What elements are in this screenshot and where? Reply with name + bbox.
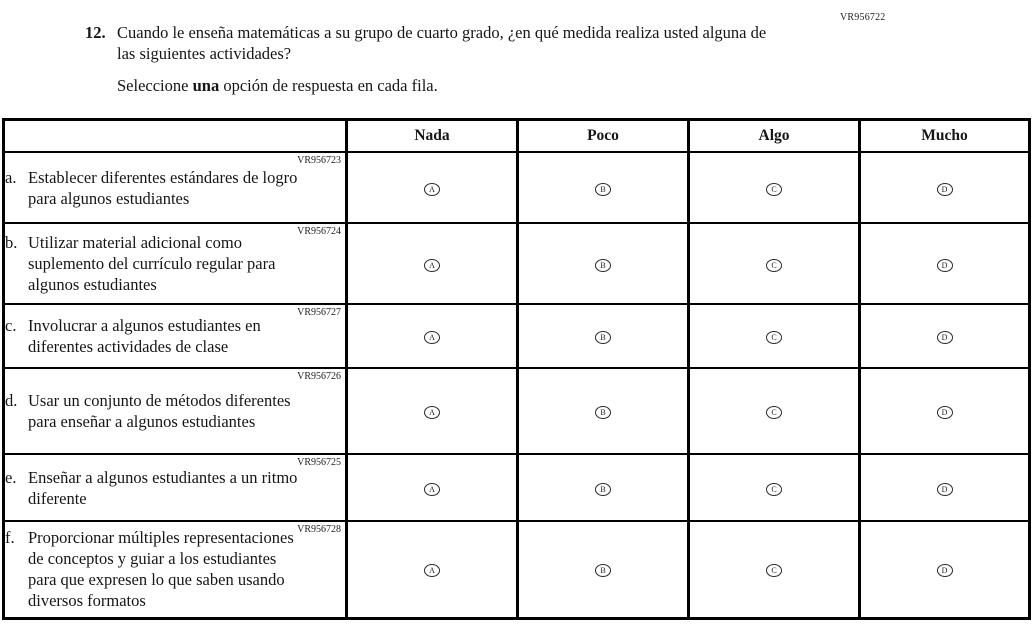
row-letter-label: d. xyxy=(5,391,18,410)
answer-bubble-a[interactable]: A xyxy=(424,483,440,496)
row-stem xyxy=(4,304,347,368)
answer-bubble-a[interactable]: A xyxy=(424,183,440,196)
answer-bubble-b[interactable]: B xyxy=(595,259,611,272)
option-cell-mucho xyxy=(860,521,1030,618)
answer-bubble-d[interactable]: D xyxy=(937,564,953,577)
option-cell-mucho xyxy=(860,152,1030,223)
row-stem-text-block xyxy=(5,467,345,509)
answer-bubble-c[interactable]: C xyxy=(766,331,782,344)
option-cell-poco xyxy=(518,521,689,618)
answer-bubble-b[interactable]: B xyxy=(595,331,611,344)
row-letter-label: a. xyxy=(5,167,17,187)
row-activity-text: Involucrar a algunos estudiantes en diferentes actividades de clase xyxy=(28,316,261,356)
row-activity-text: Utilizar material adicional como suplemento del currículo regular para algunos estudiantes xyxy=(28,233,276,294)
row-accession-code: VR956728 xyxy=(297,524,341,535)
question-text-block xyxy=(117,22,777,96)
matrix-stub-header xyxy=(4,120,347,153)
matrix-header-row xyxy=(4,120,1030,153)
table-row xyxy=(4,304,1030,368)
row-activity-text: Proporcionar múltiples representaciones de conceptos y guiar a los estudiantes para que expresen lo que saben usando diversos formatos xyxy=(28,528,294,611)
option-cell-poco xyxy=(518,368,689,454)
option-cell-nada xyxy=(347,223,518,304)
column-header-algo: Algo xyxy=(689,120,860,153)
option-cell-mucho xyxy=(860,454,1030,521)
option-cell-algo xyxy=(689,223,860,304)
table-row xyxy=(4,521,1030,618)
instruction-bold: una xyxy=(192,76,220,95)
option-cell-mucho xyxy=(860,223,1030,304)
answer-bubble-a[interactable]: A xyxy=(424,406,440,419)
option-cell-poco xyxy=(518,223,689,304)
answer-bubble-d[interactable]: D xyxy=(937,331,953,344)
row-stem xyxy=(4,454,347,521)
column-header-mucho: Mucho xyxy=(860,120,1030,153)
answer-bubble-c[interactable]: C xyxy=(766,259,782,272)
column-header-poco: Poco xyxy=(518,120,689,153)
row-accession-code: VR956723 xyxy=(297,155,341,166)
option-cell-nada xyxy=(347,521,518,618)
row-letter-label: f. xyxy=(5,528,15,548)
row-stem xyxy=(4,521,347,618)
row-stem-text-block xyxy=(5,527,345,611)
option-cell-algo xyxy=(689,454,860,521)
response-matrix-table xyxy=(2,118,1031,620)
answer-bubble-d[interactable]: D xyxy=(937,406,953,419)
answer-bubble-c[interactable]: C xyxy=(766,183,782,196)
option-cell-algo xyxy=(689,368,860,454)
row-accession-code: VR956726 xyxy=(297,371,341,382)
instruction-pre: Seleccione xyxy=(117,76,193,95)
option-cell-algo xyxy=(689,304,860,368)
table-row xyxy=(4,454,1030,521)
answer-bubble-d[interactable]: D xyxy=(937,259,953,272)
instruction-post: opción de respuesta en cada fila. xyxy=(219,76,438,95)
row-stem-text-block xyxy=(5,390,345,432)
option-cell-poco xyxy=(518,454,689,521)
question-block xyxy=(85,22,777,96)
row-stem xyxy=(4,223,347,304)
column-header-nada: Nada xyxy=(347,120,518,153)
option-cell-nada xyxy=(347,152,518,223)
question-accession-code: VR956722 xyxy=(840,12,886,23)
question-instruction xyxy=(117,75,777,96)
question-text: Cuando le enseña matemáticas a su grupo de cuarto grado, ¿en qué medida realiza usted alguna de las siguientes actividades? xyxy=(117,23,767,63)
answer-bubble-a[interactable]: A xyxy=(424,331,440,344)
answer-bubble-a[interactable]: A xyxy=(424,564,440,577)
table-row xyxy=(4,223,1030,304)
row-accession-code: VR956727 xyxy=(297,307,341,318)
table-row xyxy=(4,368,1030,454)
answer-bubble-b[interactable]: B xyxy=(595,483,611,496)
option-cell-poco xyxy=(518,304,689,368)
answer-bubble-b[interactable]: B xyxy=(595,183,611,196)
answer-bubble-c[interactable]: C xyxy=(766,406,782,419)
row-stem xyxy=(4,152,347,223)
answer-bubble-c[interactable]: C xyxy=(766,564,782,577)
option-cell-algo xyxy=(689,521,860,618)
row-accession-code: VR956725 xyxy=(297,457,341,468)
row-accession-code: VR956724 xyxy=(297,226,341,237)
row-letter-label: b. xyxy=(5,233,18,252)
option-cell-nada xyxy=(347,368,518,454)
answer-bubble-d[interactable]: D xyxy=(937,483,953,496)
answer-bubble-b[interactable]: B xyxy=(595,564,611,577)
option-cell-poco xyxy=(518,152,689,223)
option-cell-nada xyxy=(347,304,518,368)
answer-bubble-a[interactable]: A xyxy=(424,259,440,272)
row-activity-text: Usar un conjunto de métodos diferentes para enseñar a algunos estudiantes xyxy=(28,391,291,431)
row-letter-label: c. xyxy=(5,316,17,335)
question-number: 12. xyxy=(85,23,106,42)
row-stem xyxy=(4,368,347,454)
option-cell-mucho xyxy=(860,368,1030,454)
table-row xyxy=(4,152,1030,223)
option-cell-algo xyxy=(689,152,860,223)
row-stem-text-block xyxy=(5,232,345,295)
option-cell-nada xyxy=(347,454,518,521)
answer-bubble-c[interactable]: C xyxy=(766,483,782,496)
matrix-body xyxy=(4,152,1030,618)
row-stem-text-block xyxy=(5,315,345,357)
row-stem-text-block xyxy=(5,167,345,209)
answer-bubble-d[interactable]: D xyxy=(937,183,953,196)
row-activity-text: Enseñar a algunos estudiantes a un ritmo diferente xyxy=(28,467,298,508)
option-cell-mucho xyxy=(860,304,1030,368)
answer-bubble-b[interactable]: B xyxy=(595,406,611,419)
row-activity-text: Establecer diferentes estándares de logro para algunos estudiantes xyxy=(28,167,298,208)
row-letter-label: e. xyxy=(5,467,17,487)
